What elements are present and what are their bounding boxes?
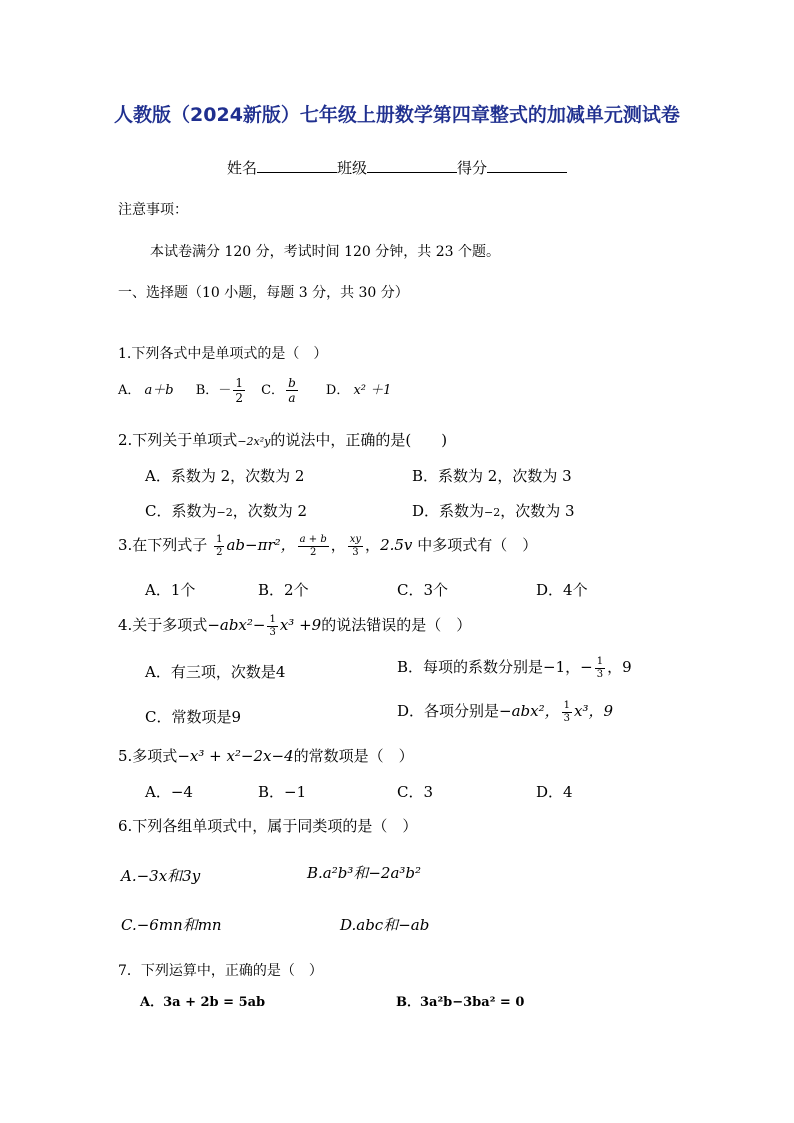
q7-option-a: A．3a + 2b = 5ab [140, 995, 266, 1010]
q5-option-a: A．−4 [145, 783, 193, 801]
q6-option-b: B.a²b³和−2a³b² [307, 864, 422, 882]
q7-option-b: B．3a²b−3ba² = 0 [396, 995, 525, 1010]
q1-option-c-label: C． [261, 383, 285, 398]
q4-option-d [397, 700, 613, 724]
q3-fraction-xy [348, 535, 363, 558]
q2-stem-expr: −2x²y [237, 435, 271, 448]
q2-option-b: B．系数为 2，次数为 3 [412, 467, 572, 485]
q4-expr2: x³ +9 [279, 616, 322, 634]
q3-option-c: C．3个 [397, 581, 449, 599]
q1-c-denominator: a [288, 391, 296, 405]
q3-f3-num: xy [349, 533, 362, 545]
q4-d-f-den: 3 [563, 712, 570, 724]
q2-d-pre: D．系数为 [412, 502, 485, 520]
q1-b-denominator: 2 [235, 391, 243, 405]
q3-f1-den: 2 [216, 546, 223, 558]
q4-d-f-num: 1 [563, 699, 570, 711]
q5-stem-expr: −x³ + x²−2x−4 [177, 747, 294, 765]
q3-stem-post: 中多项式有（ ） [417, 536, 538, 554]
q1-option-a-label: A． [118, 383, 141, 398]
q4-option-b [397, 656, 632, 680]
q4-stem-post: 的说法错误的是（ ） [321, 616, 472, 634]
exam-title: 人教版（2024新版）七年级上册数学第四章整式的加减单元测试卷 [114, 104, 680, 126]
q1-option-b-fraction [233, 377, 245, 404]
q2-d-post: ，次数为 3 [500, 502, 575, 520]
q4-f-den: 3 [269, 626, 276, 638]
q5-stem-post: 的常数项是（ ） [293, 747, 414, 765]
score-label: 得分 [457, 159, 488, 177]
q2-d-expr: −2 [484, 506, 501, 519]
notes-text: 本试卷满分 120 分，考试时间 120 分钟，共 23 个题。 [150, 244, 500, 260]
q3-sep3: ， [365, 536, 381, 554]
q1-option-c-fraction [286, 377, 298, 404]
q1-option-d-expr: x² ＋1 [353, 383, 392, 398]
student-info-line [0, 157, 794, 178]
q3-sep2: ， [330, 536, 346, 554]
q6-option-a: A.−3x和3y [121, 867, 201, 885]
q4-b-fraction [595, 657, 605, 680]
q3-option-b: B．2个 [258, 581, 309, 599]
q4-b-e2: ，9 [607, 658, 632, 676]
q2-stem [118, 429, 447, 450]
q4-option-a: A．有三项，次数是4 [145, 663, 286, 681]
q3-expr4: 2.5v [380, 536, 413, 554]
q4-stem-pre: 4.关于多项式 [118, 616, 208, 634]
q4-d-fraction [562, 701, 572, 724]
q1-b-numerator: 1 [235, 376, 243, 390]
q3-f2-den: 2 [309, 546, 317, 558]
q3-f2-num: a + b [299, 533, 327, 545]
q4-stem [118, 614, 471, 638]
q7-stem: 7．下列运算中，正确的是（ ） [118, 963, 323, 979]
q2-option-c [145, 500, 307, 521]
q1-option-d-label: D． [325, 383, 350, 398]
q1-option-b-label: B． [195, 383, 219, 398]
q1-options [118, 377, 391, 404]
q2-c-post: ，次数为 2 [232, 502, 308, 520]
q2-option-d [412, 500, 575, 521]
q5-stem [118, 745, 414, 766]
q3-option-d: D．4个 [536, 581, 588, 599]
q3-stem-pre: 3.在下列式子 [118, 536, 208, 554]
q4-d-e1: −abx²， [499, 702, 560, 720]
q4-b-f-den: 3 [596, 668, 604, 680]
q4-b-f-num: 1 [596, 655, 604, 667]
section1-heading: 一、选择题（10 小题，每题 3 分，共 30 分） [118, 285, 409, 301]
q5-option-d: D．4 [536, 783, 573, 801]
q1-stem: 1.下列各式中是单项式的是（ ） [118, 346, 328, 362]
q3-option-a: A．1个 [145, 581, 196, 599]
q4-f-num: 1 [269, 613, 276, 625]
q3-f1-num: 1 [216, 533, 223, 545]
q6-stem: 6.下列各组单项式中，属于同类项的是（ ） [118, 817, 418, 835]
q3-expr1: ab−πr²， [226, 536, 296, 554]
q2-c-pre: C．系数为 [145, 502, 217, 520]
q1-c-numerator: b [288, 376, 296, 390]
q3-fraction-half [214, 535, 224, 558]
q5-option-b: B．−1 [258, 783, 307, 801]
q4-b-pre: B．每项的系数分别是 [397, 658, 544, 676]
score-blank[interactable] [487, 158, 567, 173]
q2-c-expr: −2 [216, 506, 233, 519]
notes-heading: 注意事项： [118, 202, 188, 218]
q6-option-c: C.−6mn和mn [121, 916, 222, 934]
q1-option-b-sign: － [218, 383, 232, 398]
q4-d-e2: x³，9 [574, 702, 614, 720]
q3-stem [118, 534, 537, 558]
q2-option-a: A．系数为 2，次数为 2 [145, 467, 305, 485]
q5-stem-pre: 5.多项式 [118, 747, 178, 765]
q4-fraction [267, 615, 277, 638]
q1-option-a-expr: a＋b [144, 383, 174, 398]
q4-option-c: C．常数项是9 [145, 708, 242, 726]
q4-expr1: −abx²− [207, 616, 266, 634]
q2-stem-post: 的说法中，正确的是( ) [270, 431, 448, 449]
name-blank[interactable] [257, 158, 337, 173]
q3-fraction-ab [298, 535, 329, 558]
name-label: 姓名 [226, 159, 257, 177]
q6-option-d: D.abc和−ab [340, 916, 430, 934]
q2-stem-pre: 2.下列关于单项式 [118, 431, 238, 449]
class-label: 班级 [336, 159, 367, 177]
q4-b-e1: −1，− [543, 658, 593, 676]
q4-d-pre: D．各项分别是 [397, 702, 500, 720]
class-blank[interactable] [367, 158, 457, 173]
q5-option-c: C．3 [397, 783, 434, 801]
q3-f3-den: 3 [352, 546, 359, 558]
